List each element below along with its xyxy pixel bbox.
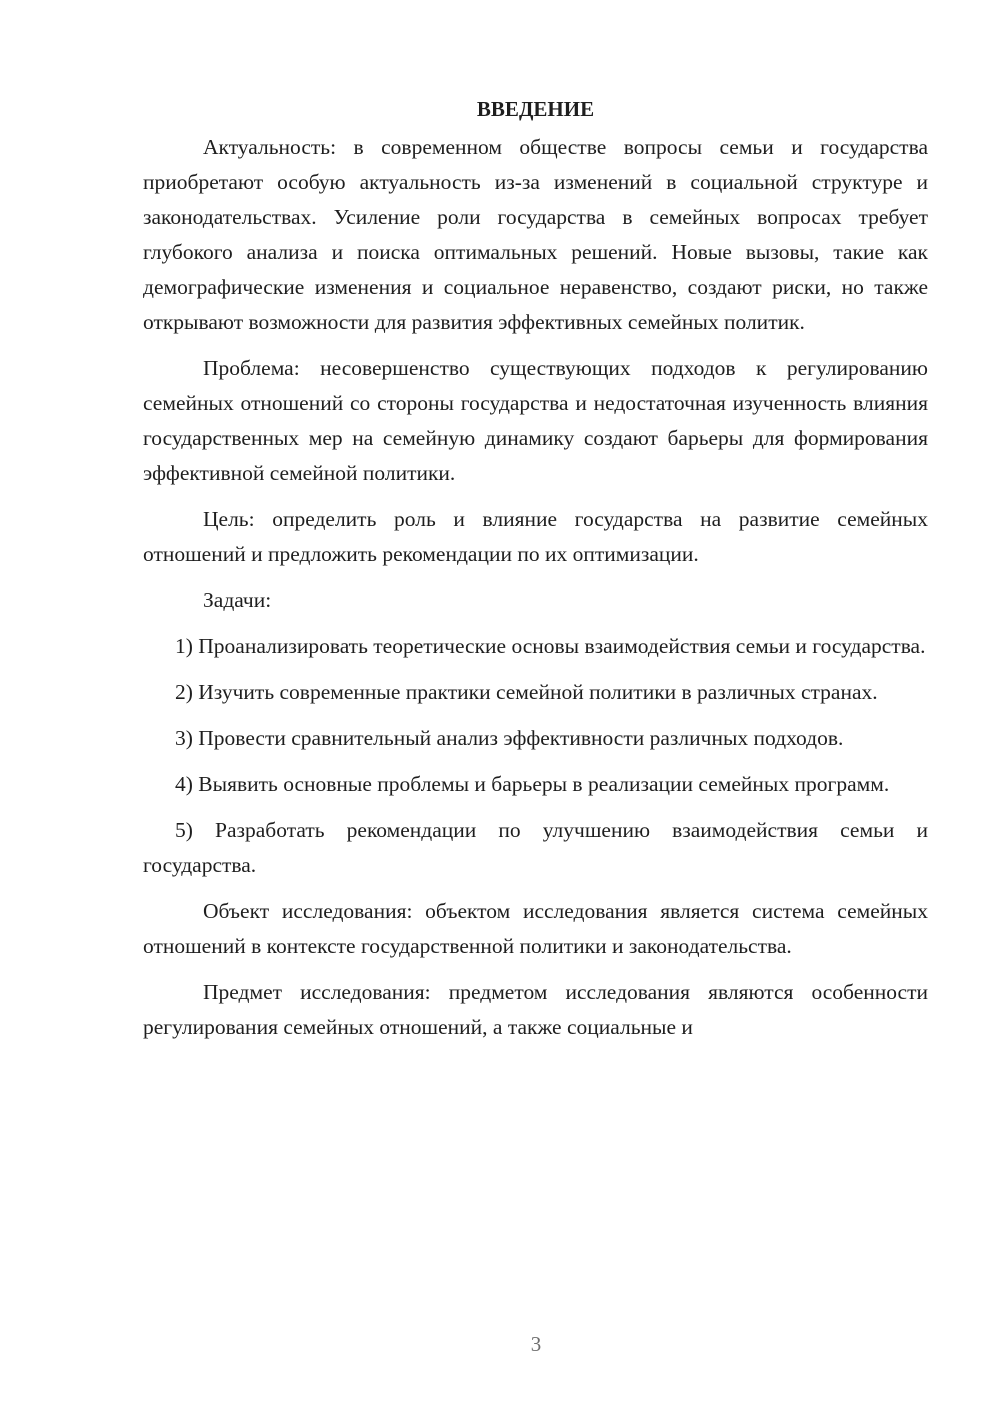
task-item-3: 3) Провести сравнительный анализ эффективности различных подходов. xyxy=(175,726,844,750)
task-item-1: 1) Проанализировать теоретические основы взаимодействия семьи и государства. xyxy=(175,634,926,658)
page-title: ВВЕДЕНИЕ xyxy=(476,97,595,121)
goal-paragraph: Цель: определить роль и влияние государства на развитие семейных отношений и предложить рекомендации по их оптимизации. xyxy=(143,507,928,566)
page-content xyxy=(143,92,928,1056)
research-object-paragraph: Объект исследования: объектом исследования является система семейных отношений в контексте государственной политики и законодательства. xyxy=(143,899,928,958)
task-item-2: 2) Изучить современные практики семейной политики в различных странах. xyxy=(175,680,878,704)
research-subject-paragraph: Предмет исследования: предметом исследования являются особенности регулирования семейных отношений, а также социальные и xyxy=(143,980,928,1039)
page-number: 3 xyxy=(530,1332,542,1356)
relevance-paragraph: Актуальность: в современном обществе вопросы семьи и государства приобретают особую актуальность из-за изменений в социальной структуре и законодательствах. Усиление роли государства в семейных вопросах требует глубокого анализа и поиска оптимальных решений. Новые вызовы, такие как демографические изменения и социальное неравенство, создают риски, но также открывают возможности для развития эффективных семейных политик. xyxy=(143,135,928,334)
task-item-4: 4) Выявить основные проблемы и барьеры в реализации семейных программ. xyxy=(175,772,890,796)
tasks-heading: Задачи: xyxy=(203,588,272,612)
task-item-5: 5) Разработать рекомендации по улучшению взаимодействия семьи и государства. xyxy=(143,818,928,877)
problem-paragraph: Проблема: несовершенство существующих подходов к регулированию семейных отношений со стороны государства и недостаточная изученность влияния государственных мер на семейную динамику создают барьеры для формирования эффективной семейной политики. xyxy=(143,356,928,485)
